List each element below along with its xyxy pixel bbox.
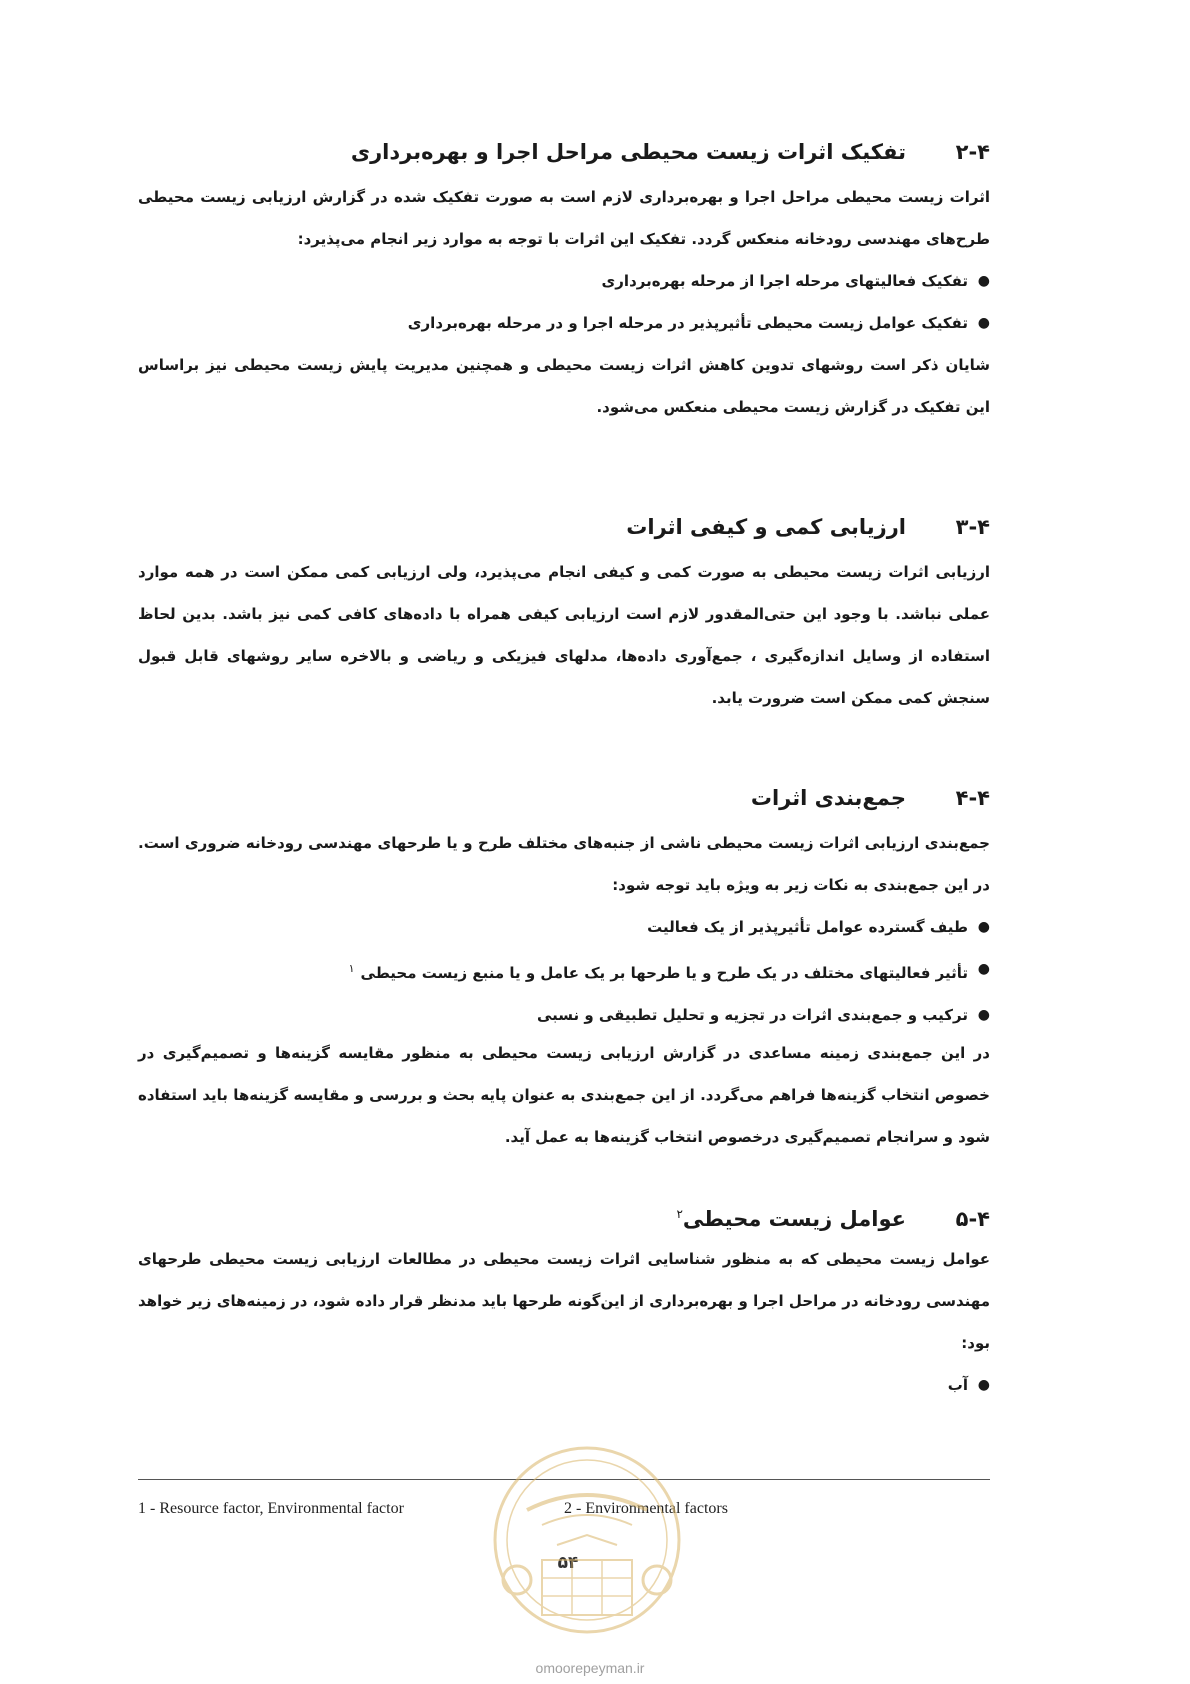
watermark-site: omoorepeyman.ir bbox=[535, 1660, 645, 1676]
list-item: ● آب bbox=[138, 1364, 990, 1406]
bullet-icon: ● bbox=[977, 315, 990, 331]
bullet-icon: ● bbox=[977, 919, 990, 935]
section-title: عوامل زیست محیطی bbox=[682, 1207, 906, 1231]
section-5-4-bullets bbox=[138, 1364, 990, 1406]
page-number: ۵۴ bbox=[557, 1553, 579, 1573]
list-item: ● تفکیک عوامل زیست محیطی تأثیرپذیر در مرحله اجرا و در مرحله بهره‌برداری bbox=[138, 302, 990, 344]
bullet-icon: ● bbox=[977, 1007, 990, 1023]
bullet-icon: ● bbox=[977, 1377, 990, 1393]
section-title: ارزیابی کمی و کیفی اثرات bbox=[626, 515, 906, 539]
section-2-4-bullets bbox=[138, 260, 990, 344]
section-3-4-intro: ارزیابی اثرات زیست محیطی به صورت کمی و کیفی انجام می‌پذیرد، ولی ارزیابی کمی ممکن است در همه موارد عملی نباشد. با وجود این حتی‌المقدور لازم است ارزیابی کیفی همراه با داده‌های کافی کمی نیز باشد. بدین لحاظ استفاده از وسایل اندازه‌گیری ، جمع‌آوری داده‌ها، مدلهای فیزیکی و ریاضی و بالاخره سایر روشهای قابل قبول سنجش کمی ممکن است ضرورت یابد. bbox=[138, 563, 990, 707]
list-item: ● ترکیب و جمع‌بندی اثرات در تجزیه و تحلیل تطبیقی و نسبی bbox=[138, 994, 990, 1036]
footnote-ref-1: ۱ bbox=[348, 962, 355, 975]
footnote-1: 1 - Resource factor, Environmental factor bbox=[138, 1500, 404, 1517]
section-4-4-bullets bbox=[138, 906, 990, 1036]
section-title: تفکیک اثرات زیست محیطی مراحل اجرا و بهره‌برداری bbox=[350, 140, 906, 164]
section-2-4-intro: اثرات زیست محیطی مراحل اجرا و بهره‌برداری لازم است به صورت تفکیک شده در گزارش ارزیابی زیست محیطی طرح‌های مهندسی رودخانه منعکس گردد. تفکیک این اثرات با توجه به موارد زیر انجام می‌پذیرد: bbox=[138, 188, 990, 248]
section-5-4-intro: عوامل زیست محیطی که به منظور شناسایی اثرات زیست محیطی در مطالعات ارزیابی زیست محیطی طرحهای مهندسی رودخانه در مراحل اجرا و بهره‌برداری از این‌گونه طرحها باید مدنظر قرار داده شود، در زمینه‌های زیر خواهد بود: bbox=[138, 1250, 990, 1352]
section-heading-4-4 bbox=[751, 783, 990, 813]
list-item: ● تأثیر فعالیتهای مختلف در یک طرح و یا طرحها بر یک عامل و یا منبع زیست محیطی$^۱$ bbox=[138, 948, 990, 994]
section-number: ۳-۴ bbox=[955, 515, 990, 539]
section-number: ۲-۴ bbox=[955, 140, 990, 164]
section-number: ۴-۴ bbox=[955, 786, 990, 810]
section-number: ۵-۴ bbox=[955, 1207, 990, 1231]
bullet-icon: ● bbox=[977, 273, 990, 289]
section-4-4-outro: در این جمع‌بندی زمینه مساعدی در گزارش ارزیابی زیست محیطی به منظور مقایسه گزینه‌ها و تصمیم‌گیری در خصوص انتخاب گزینه‌ها فراهم می‌گردد. از این جمع‌بندی به عنوان پایه بحث و بررسی و مقایسه گزینه‌ها باید استفاده شود و سرانجام تصمیم‌گیری درخصوص انتخاب گزینه‌ها به عمل آید. bbox=[138, 1044, 990, 1146]
bullet-icon: ● bbox=[977, 961, 990, 977]
section-title: جمع‌بندی اثرات bbox=[750, 786, 906, 810]
section-2-4-outro: شایان ذکر است روشهای تدوین کاهش اثرات زیست محیطی و همچنین مدیریت پایش زیست محیطی نیز براساس این تفکیک در گزارش زیست محیطی منعکس می‌شود. bbox=[138, 356, 990, 416]
footnote-2: 2 - Environmental factors bbox=[564, 1500, 728, 1517]
document-page bbox=[138, 0, 990, 1684]
section-heading-3-4 bbox=[626, 512, 990, 542]
section-heading-2-4 bbox=[351, 137, 990, 167]
footnote-ref-2: ۲ bbox=[676, 1207, 683, 1221]
section-heading-5-4 bbox=[676, 1199, 990, 1234]
section-4-4-intro: جمع‌بندی ارزیابی اثرات زیست محیطی ناشی از جنبه‌های مختلف طرح و یا طرحهای مهندسی رودخانه ضروری است. در این جمع‌بندی به نکات زیر به ویژه باید توجه شود: bbox=[138, 834, 990, 894]
list-item: ● طیف گسترده عوامل تأثیرپذیر از یک فعالیت bbox=[138, 906, 990, 948]
list-item: ● تفکیک فعالیتهای مرحله اجرا از مرحله بهره‌برداری bbox=[138, 260, 990, 302]
watermark-emblem-icon bbox=[487, 1440, 687, 1645]
